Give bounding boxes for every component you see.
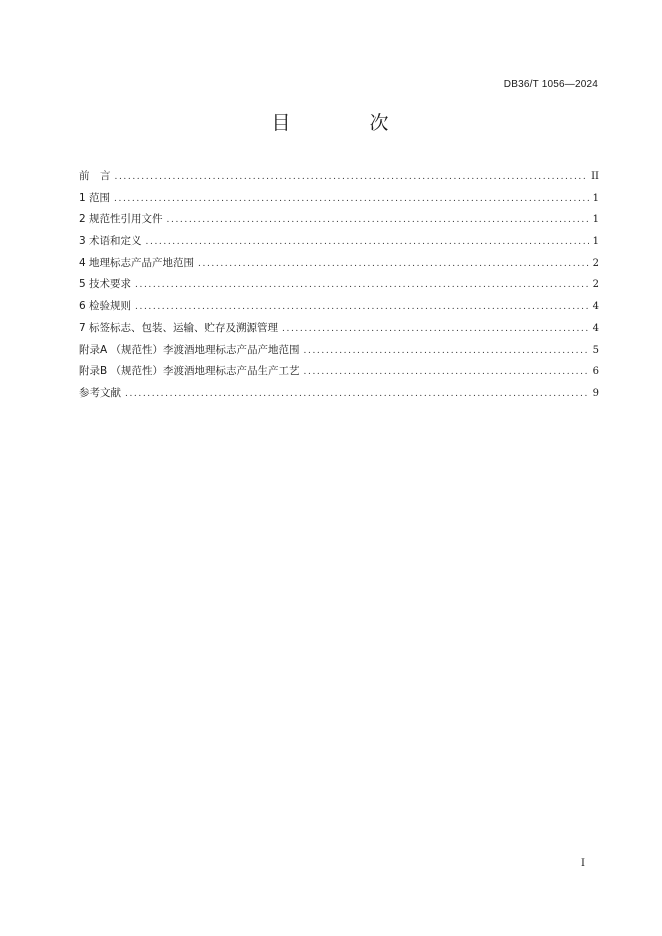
toc-entry-page: 4 <box>592 301 599 313</box>
toc-entry-label: 5 技术要求 <box>79 278 132 291</box>
toc-entry-foreword[interactable] <box>79 166 599 188</box>
toc-entry-label: 前 言 <box>79 170 111 182</box>
toc-entry-technical-requirements[interactable] <box>79 274 599 296</box>
toc-entry-label: 3 术语和定义 <box>79 235 142 248</box>
standard-code: DB36/T 1056—2024 <box>503 79 598 90</box>
toc-leader-dots <box>115 167 588 189</box>
toc-entry-page: 6 <box>592 366 599 378</box>
toc-entry-page: 4 <box>592 322 599 334</box>
toc-entry-label: 附录B （规范性）李渡酒地理标志产品生产工艺 <box>79 365 300 378</box>
toc-leader-dots <box>125 384 589 406</box>
toc-leader-dots <box>135 297 589 319</box>
toc-entry-label: 参考文献 <box>79 386 121 399</box>
toc-entry-page: 2 <box>592 257 599 269</box>
toc-leader-dots <box>146 232 589 254</box>
toc-entry-appendix-a[interactable] <box>79 340 599 362</box>
toc-leader-dots <box>198 254 589 276</box>
toc-entry-label: 2 规范性引用文件 <box>79 213 163 226</box>
toc-entry-inspection-rules[interactable] <box>79 296 599 318</box>
toc-entry-page: 5 <box>592 344 599 356</box>
toc-entry-scope[interactable] <box>79 188 599 210</box>
toc-entry-page: 9 <box>592 387 599 399</box>
toc-leader-dots <box>167 210 589 232</box>
toc-entry-terms-definitions[interactable] <box>79 231 599 253</box>
toc-entry-page: II <box>591 171 599 182</box>
toc-entry-label: 附录A （规范性）李渡酒地理标志产品产地范围 <box>79 343 300 356</box>
toc-leader-dots <box>282 319 589 341</box>
toc-entry-page: 1 <box>592 236 599 248</box>
toc-entry-appendix-b[interactable] <box>79 361 599 383</box>
toc-leader-dots <box>304 362 589 384</box>
page-number: I <box>581 858 585 869</box>
toc-entry-label: 7 标签标志、包装、运输、贮存及溯源管理 <box>79 321 279 334</box>
toc-leader-dots <box>135 275 589 297</box>
toc-leader-dots <box>304 341 589 363</box>
toc-entry-page: 1 <box>592 214 599 226</box>
toc-entry-label: 1 范围 <box>79 191 111 204</box>
toc-entry-page: 1 <box>592 192 599 204</box>
toc-entry-label: 6 检验规则 <box>79 300 132 313</box>
toc-entry-labeling-packaging[interactable] <box>79 318 599 340</box>
table-of-contents <box>79 166 599 405</box>
toc-entry-page: 2 <box>592 279 599 291</box>
toc-entry-production-area[interactable] <box>79 253 599 275</box>
toc-entry-normative-references[interactable] <box>79 209 599 231</box>
toc-leader-dots <box>114 189 589 211</box>
toc-entry-bibliography[interactable] <box>79 383 599 405</box>
toc-entry-label: 4 地理标志产品产地范围 <box>79 256 195 269</box>
page-title: 目 次 <box>271 112 419 134</box>
